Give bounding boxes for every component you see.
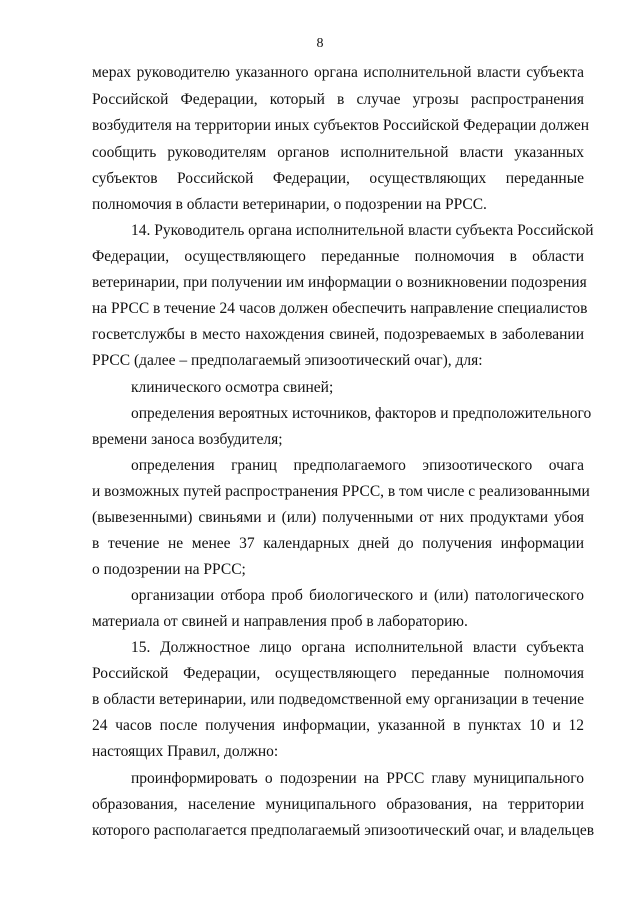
text-line: на РРСС в течение 24 часов должен обеспечить направление специалистов <box>92 300 588 317</box>
text-line: образования, население муниципального образования, на территории <box>92 796 584 813</box>
text-line: клинического осмотра свиней; <box>131 379 334 396</box>
text-line: и возможных путей распространения РРСС, в том числе с реализованными <box>92 483 590 500</box>
text-line: мерах руководителю указанного органа исполнительной власти субъекта <box>92 64 584 81</box>
text-line: в области ветеринарии, или подведомственной ему организации в течение <box>92 691 584 708</box>
text-line: возбудителя на территории иных субъектов Российской Федерации должен <box>92 117 590 134</box>
text-line: определения вероятных источников, факторов и предположительного <box>131 405 592 422</box>
text-line: времени заноса возбудителя; <box>92 431 283 448</box>
text-line: (вывезенными) свиньями и (или) полученными от них продуктами убоя <box>92 509 584 526</box>
page-number: 8 <box>316 36 324 51</box>
text-line: 24 часов после получения информации, указанной в пунктах 10 и 12 <box>92 717 584 734</box>
text-line: 14. Руководитель органа исполнительной власти субъекта Российской <box>131 222 594 239</box>
text-line: полномочия в области ветеринарии, о подозрении на РРСС. <box>92 196 487 213</box>
text-line: определения границ предполагаемого эпизоотического очага <box>131 457 584 474</box>
text-line: 15. Должностное лицо органа исполнительной власти субъекта <box>131 639 584 656</box>
text-line: материала от свиней и направления проб в лабораторию. <box>92 613 468 630</box>
text-line: проинформировать о подозрении на РРСС главу муниципального <box>131 770 584 787</box>
text-line: сообщить руководителям органов исполнительной власти указанных <box>92 144 584 161</box>
text-line: субъектов Российской Федерации, осуществляющих переданные <box>92 170 584 187</box>
text-line: госветслужбы в место нахождения свиней, подозреваемых в заболевании <box>92 326 584 343</box>
text-line: ветеринарии, при получении им информации о возникновении подозрения <box>92 274 587 291</box>
text-line: которого располагается предполагаемый эпизоотический очаг, и владельцев <box>92 822 595 839</box>
text-line: настоящих Правил, должно: <box>92 743 279 760</box>
text-line: организации отбора проб биологического и (или) патологического <box>131 587 584 604</box>
text-line: в течение не менее 37 календарных дней до получения информации <box>92 535 584 552</box>
text-line: РРСС (далее – предполагаемый эпизоотический очаг), для: <box>92 352 483 369</box>
text-line: Российской Федерации, который в случае угрозы распространения <box>92 91 584 108</box>
text-line: о подозрении на РРСС; <box>92 561 246 578</box>
text-line: Российской Федерации, осуществляющего переданные полномочия <box>92 665 584 682</box>
text-line: Федерации, осуществляющего переданные полномочия в области <box>92 248 584 265</box>
